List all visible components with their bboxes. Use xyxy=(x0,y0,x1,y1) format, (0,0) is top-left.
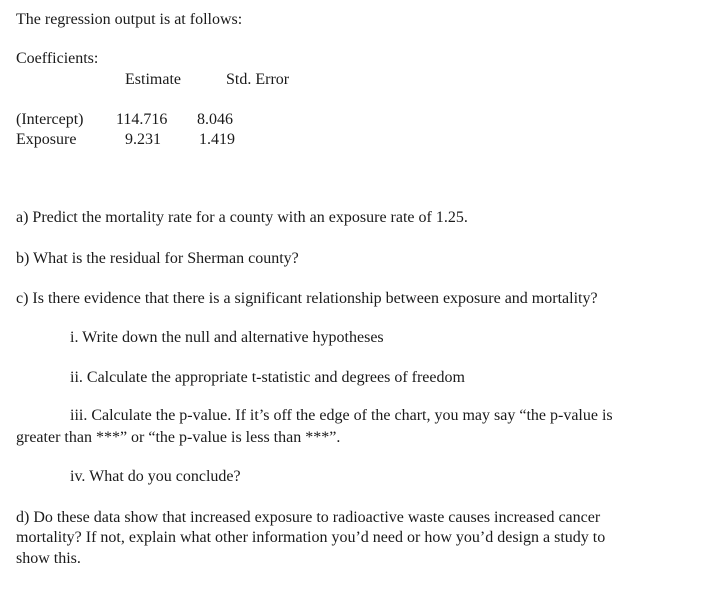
question-a: a) Predict the mortality rate for a county with an exposure rate of 1.25. xyxy=(16,209,468,226)
row-std-error: 8.046 xyxy=(197,111,233,128)
question-c: c) Is there evidence that there is a significant relationship between exposure and mortality? xyxy=(16,290,598,307)
question-c-iii-line: greater than ***” or “the p-value is less than ***”. xyxy=(16,429,341,446)
question-c-iii-line: iii. Calculate the p-value. If it’s off the edge of the chart, you may say “the p-value is xyxy=(70,407,613,424)
question-c-ii: ii. Calculate the appropriate t-statistic and degrees of freedom xyxy=(70,369,465,386)
question-d-line: d) Do these data show that increased exposure to radioactive waste causes increased cancer xyxy=(16,509,601,526)
row-term: Exposure xyxy=(16,131,77,148)
question-d-line: show this. xyxy=(16,550,81,567)
question-c-i: i. Write down the null and alternative hypotheses xyxy=(70,329,384,346)
intro-text: The regression output is at follows: xyxy=(16,11,243,28)
question-c-iv: iv. What do you conclude? xyxy=(70,468,241,485)
coefficients-label: Coefficients: xyxy=(16,50,99,67)
header-std-error: Std. Error xyxy=(226,71,290,88)
row-estimate: 114.716 xyxy=(116,111,168,128)
row-estimate: 9.231 xyxy=(125,131,161,148)
question-d-line: mortality? If not, explain what other information you’d need or how you’d design a study to xyxy=(16,529,606,546)
header-estimate: Estimate xyxy=(125,71,181,88)
row-std-error: 1.419 xyxy=(199,131,235,148)
question-b: b) What is the residual for Sherman county? xyxy=(16,250,299,267)
row-term: (Intercept) xyxy=(16,111,84,128)
